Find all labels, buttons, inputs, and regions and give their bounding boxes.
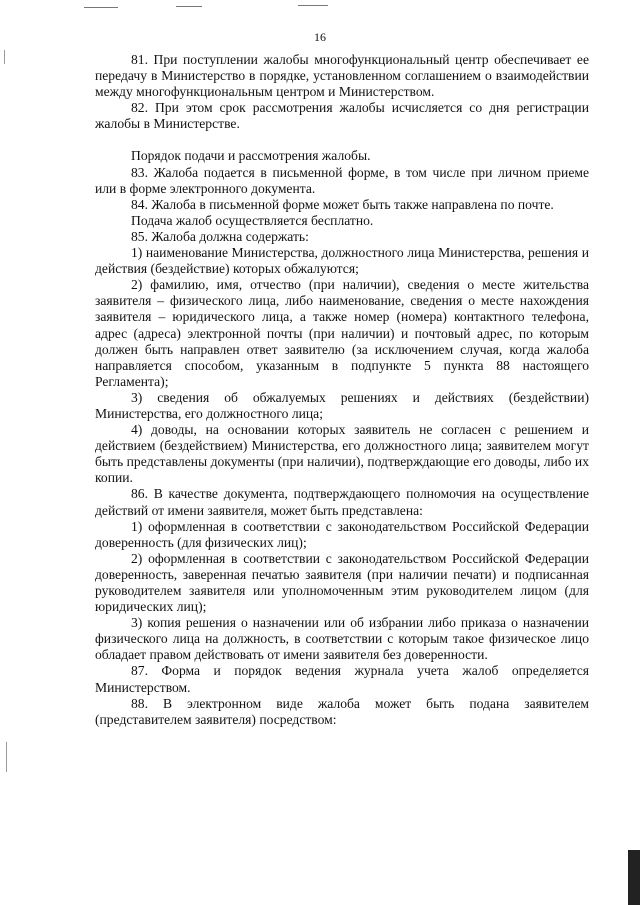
list-item: 1) оформленная в соответствии с законодательством Российской Федерации доверенность (для физических лиц); [95, 518, 589, 550]
paragraph: Подача жалоб осуществляется бесплатно. [131, 212, 374, 228]
paragraph: 84. Жалоба в письменной форме может быть также направлена по почте. [131, 196, 554, 212]
list-item: 3) копия решения о назначении или об избрании либо приказа о назначении физического лица на должность, в соответствии с которым такое физическое лицо обладает правом действовать от имени заявителя без доверенности. [95, 615, 589, 663]
paragraph: 88. В электронном виде жалоба может быть подана заявителем (представителем заявителя) посредством: [95, 695, 589, 727]
list-item: 4) доводы, на основании которых заявитель не согласен с решением и действием (бездействием) Министерства, его должностного лица; заявителем могут быть представлены документы (при наличии), подтверждающие его доводы, либо их копии. [95, 422, 589, 486]
page-number: 16 [314, 30, 326, 44]
scan-artifact [628, 850, 640, 905]
scan-artifact [6, 742, 7, 772]
list-item: 2) фамилию, имя, отчество (при наличии), сведения о месте жительства заявителя – физического лица, либо наименование, сведения о месте нахождения заявителя – юридического лица, а также номер (номера) контактного телефона, адрес (адреса) электронной почты (при наличии) и почтовый адрес, по которым должен быть направлен ответ заявителю (за исключением случая, когда жалоба направляется способом, указанным в подпункте 5 пункта 88 настоящего Регламента); [95, 277, 589, 389]
paragraph: 87. Форма и порядок ведения журнала учета жалоб определяется Министерством. [95, 663, 589, 695]
paragraph: 83. Жалоба подается в письменной форме, в том числе при личном приеме или в форме электронного документа. [95, 164, 589, 196]
list-item: 1) наименование Министерства, должностного лица Министерства, решения и действия (бездействие) которых обжалуются; [95, 245, 589, 277]
scan-artifact [4, 50, 5, 64]
scan-artifact [298, 5, 328, 6]
document-body [95, 52, 589, 728]
paragraph: 81. При поступлении жалобы многофункциональный центр обеспечивает ее передачу в Министерство в порядке, установленном соглашением о взаимодействии между многофункциональным центром и Министерством. [95, 52, 589, 100]
paragraph: 85. Жалоба должна содержать: [131, 228, 309, 244]
list-item: 3) сведения об обжалуемых решениях и действиях (бездействии) Министерства, его должностного лица; [95, 389, 589, 421]
paragraph: 86. В качестве документа, подтверждающего полномочия на осуществление действий от имени заявителя, может быть представлена: [95, 486, 589, 518]
paragraph: 82. При этом срок рассмотрения жалобы исчисляется со дня регистрации жалобы в Министерстве. [95, 100, 589, 132]
list-item: 2) оформленная в соответствии с законодательством Российской Федерации доверенность, заверенная печатью заявителя (при наличии печати) и подписанная руководителем заявителя или уполномоченным этим руководителем лицом (для юридических лиц); [95, 550, 589, 615]
scan-artifact [84, 7, 118, 8]
scan-artifact [176, 6, 202, 7]
section-heading: Порядок подачи и рассмотрения жалобы. [131, 148, 371, 164]
